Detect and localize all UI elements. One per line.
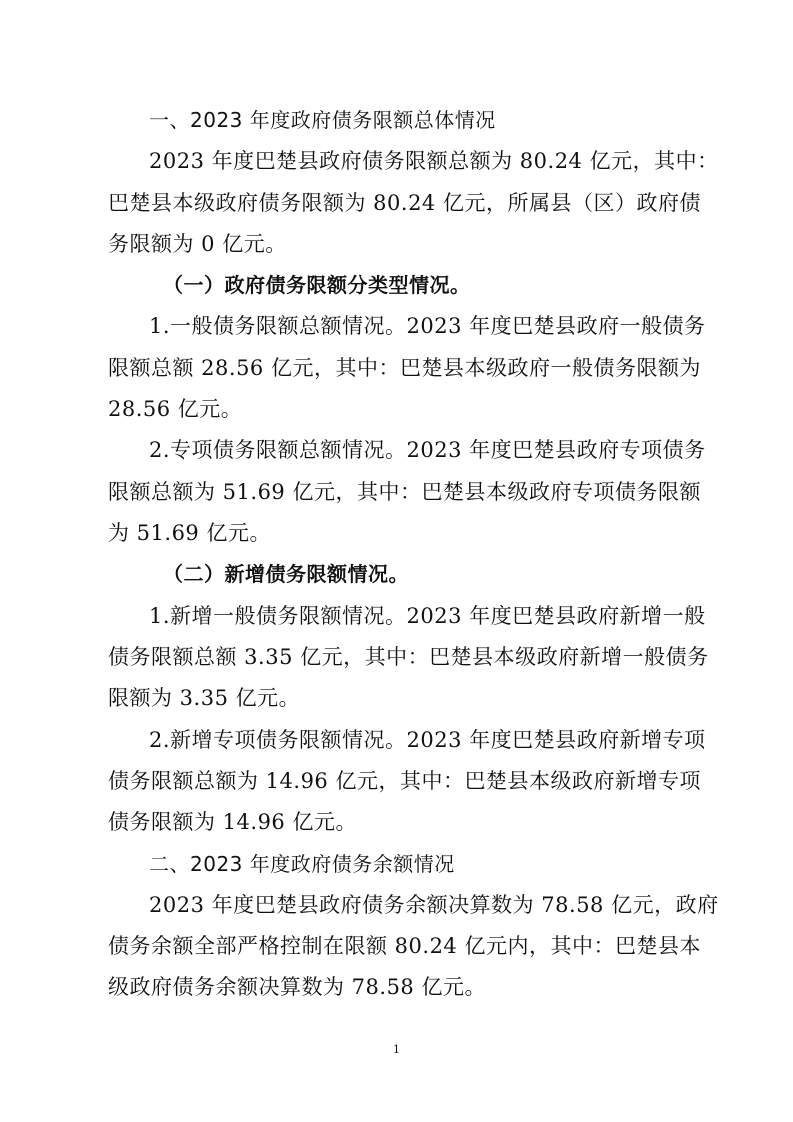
paragraph-5-line-1: 2.新增专项债务限额情况。2023 年度巴楚县政府新增专项	[149, 728, 706, 752]
section-heading-1: 一、2023 年度政府债务限额总体情况	[149, 108, 496, 132]
paragraph-2-line-2: 限额总额 28.56 亿元，其中：巴楚县本级政府一般债务限额为	[108, 356, 701, 380]
page-number: 1	[393, 1043, 400, 1056]
subsection-heading-2: （二）新增债务限额情况。	[163, 562, 409, 586]
paragraph-4-line-3: 限额为 3.35 亿元。	[108, 686, 301, 710]
paragraph-5-line-3: 债务限额为 14.96 亿元。	[108, 810, 357, 834]
paragraph-4-line-2: 债务限额总额 3.35 亿元，其中：巴楚县本级政府新增一般债务	[108, 645, 709, 669]
section-heading-2: 二、2023 年度政府债务余额情况	[149, 852, 455, 876]
paragraph-1-line-2: 巴楚县本级政府债务限额为 80.24 亿元，所属县（区）政府债	[108, 191, 701, 215]
subsection-heading-1: （一）政府债务限额分类型情况。	[163, 273, 471, 297]
paragraph-3-line-2: 限额总额为 51.69 亿元，其中：巴楚县本级政府专项债务限额	[108, 480, 701, 504]
paragraph-2-line-3: 28.56 亿元。	[108, 397, 243, 421]
paragraph-3-line-1: 2.专项债务限额总额情况。2023 年度巴楚县政府专项债务	[149, 438, 706, 462]
paragraph-1-line-1: 2023 年度巴楚县政府债务限额总额为 80.24 亿元，其中：	[149, 149, 719, 173]
paragraph-6-line-1: 2023 年度巴楚县政府债务余额决算数为 78.58 亿元，政府	[149, 893, 719, 917]
paragraph-3-line-3: 为 51.69 亿元。	[108, 521, 271, 545]
paragraph-6-line-3: 级政府债务余额决算数为 78.58 亿元。	[108, 975, 486, 999]
paragraph-6-line-2: 债务余额全部严格控制在限额 80.24 亿元内，其中：巴楚县本	[108, 934, 701, 958]
paragraph-4-line-1: 1.新增一般债务限额情况。2023 年度巴楚县政府新增一般	[149, 604, 706, 628]
paragraph-2-line-1: 1.一般债务限额总额情况。2023 年度巴楚县政府一般债务	[149, 314, 706, 338]
paragraph-1-line-3: 务限额为 0 亿元。	[108, 232, 287, 256]
paragraph-5-line-2: 债务限额总额为 14.96 亿元，其中：巴楚县本级政府新增专项	[108, 769, 701, 793]
